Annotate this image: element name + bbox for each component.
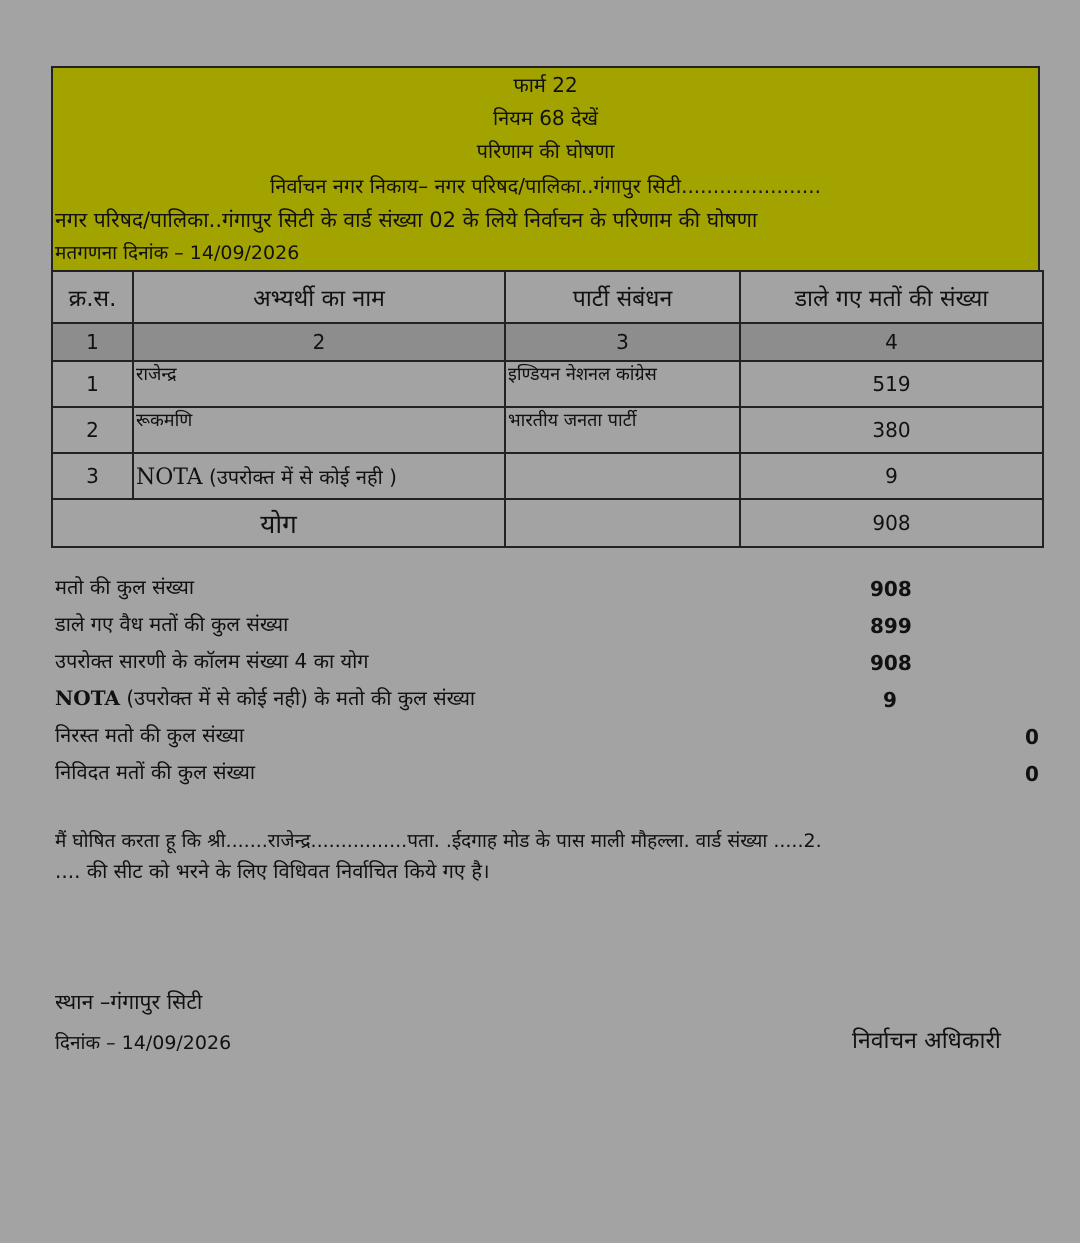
- ward-line: नगर परिषद/पालिका..गंगापुर सिटी के वार्ड संख्या 02 के लिये निर्वाचन के परिणाम की घोषणा: [55, 208, 758, 232]
- nota-description: (उपरोक्त में से कोई नही ): [202, 464, 397, 489]
- summary-label: [55, 684, 475, 712]
- summary-value: 9: [883, 688, 897, 712]
- column-number: 1: [52, 323, 133, 361]
- candidate-name: राजेन्द्र: [133, 361, 505, 407]
- column-number-row: [52, 323, 1043, 361]
- form-title: परिणाम की घोषणा: [476, 139, 615, 163]
- table-header-row: [52, 271, 1043, 323]
- total-party-empty: [505, 499, 740, 547]
- column-number: 3: [505, 323, 740, 361]
- vote-count: 519: [740, 361, 1043, 407]
- declaration: [55, 826, 1040, 886]
- counting-date: मतगणना दिनांक – 14/09/2026: [55, 242, 300, 264]
- summary-label: निरस्त मतो की कुल संख्या: [55, 723, 245, 747]
- column-number: 4: [740, 323, 1043, 361]
- candidate-name: रूकमणि: [133, 407, 505, 453]
- form-header: [51, 66, 1040, 270]
- col-header-serial: क्र.स.: [52, 271, 133, 323]
- summary-label: निविदत मतों की कुल संख्या: [55, 760, 256, 784]
- serial-number: 1: [52, 361, 133, 407]
- election-body: निर्वाचन नगर निकाय– नगर परिषद/पालिका..गंगापुर सिटी......................: [270, 174, 821, 198]
- summary-value: 0: [1025, 762, 1039, 786]
- results-table: [51, 270, 1044, 548]
- nota-bold: NOTA: [136, 464, 203, 490]
- col-header-votes: डाले गए मतों की संख्या: [740, 271, 1043, 323]
- serial-number: 3: [52, 453, 133, 499]
- nota-row: [52, 453, 1043, 499]
- table-row: [52, 407, 1043, 453]
- col-header-candidate: अभ्यर्थी का नाम: [133, 271, 505, 323]
- table-row: [52, 361, 1043, 407]
- summary-label: मतो की कुल संख्या: [55, 575, 195, 599]
- total-votes: 908: [740, 499, 1043, 547]
- column-number: 2: [133, 323, 505, 361]
- nota-summary-text: (उपरोक्त में से कोई नही) के मतो की कुल संख्या: [120, 686, 476, 710]
- place: स्थान –गंगापुर सिटी: [55, 990, 203, 1014]
- rule-reference: नियम 68 देखें: [493, 106, 598, 130]
- returning-officer: निर्वाचन अधिकारी: [852, 1028, 1001, 1054]
- vote-count: 380: [740, 407, 1043, 453]
- total-label: योग: [52, 499, 505, 547]
- serial-number: 2: [52, 407, 133, 453]
- total-row: [52, 499, 1043, 547]
- nota-label: [133, 453, 505, 499]
- summary-label: डाले गए वैध मतों की कुल संख्या: [55, 612, 289, 636]
- party-name: इण्डियन नेशनल कांग्रेस: [505, 361, 740, 407]
- party-name: [505, 453, 740, 499]
- declaration-line: मैं घोषित करता हू कि श्री.......राजेन्द्र................पता. .ईदगाह मोड के पास माली मौहल्ला. वार्ड संख्या .....2.: [55, 830, 822, 852]
- nota-bold: NOTA: [55, 686, 121, 710]
- summary-value: 908: [870, 577, 912, 601]
- vote-count: 9: [740, 453, 1043, 499]
- summary-label: उपरोक्त सारणी के कॉलम संख्या 4 का योग: [55, 649, 369, 673]
- declaration-line: .... की सीट को भरने के लिए विधिवत निर्वाचित किये गए है।: [55, 859, 490, 883]
- declaration-date: दिनांक – 14/09/2026: [55, 1032, 232, 1054]
- col-header-party: पार्टी संबंधन: [505, 271, 740, 323]
- summary-value: 0: [1025, 725, 1039, 749]
- summary-value: 908: [870, 651, 912, 675]
- summary-value: 899: [870, 614, 912, 638]
- party-name: भारतीय जनता पार्टी: [505, 407, 740, 453]
- form-number: फार्म 22: [513, 73, 578, 97]
